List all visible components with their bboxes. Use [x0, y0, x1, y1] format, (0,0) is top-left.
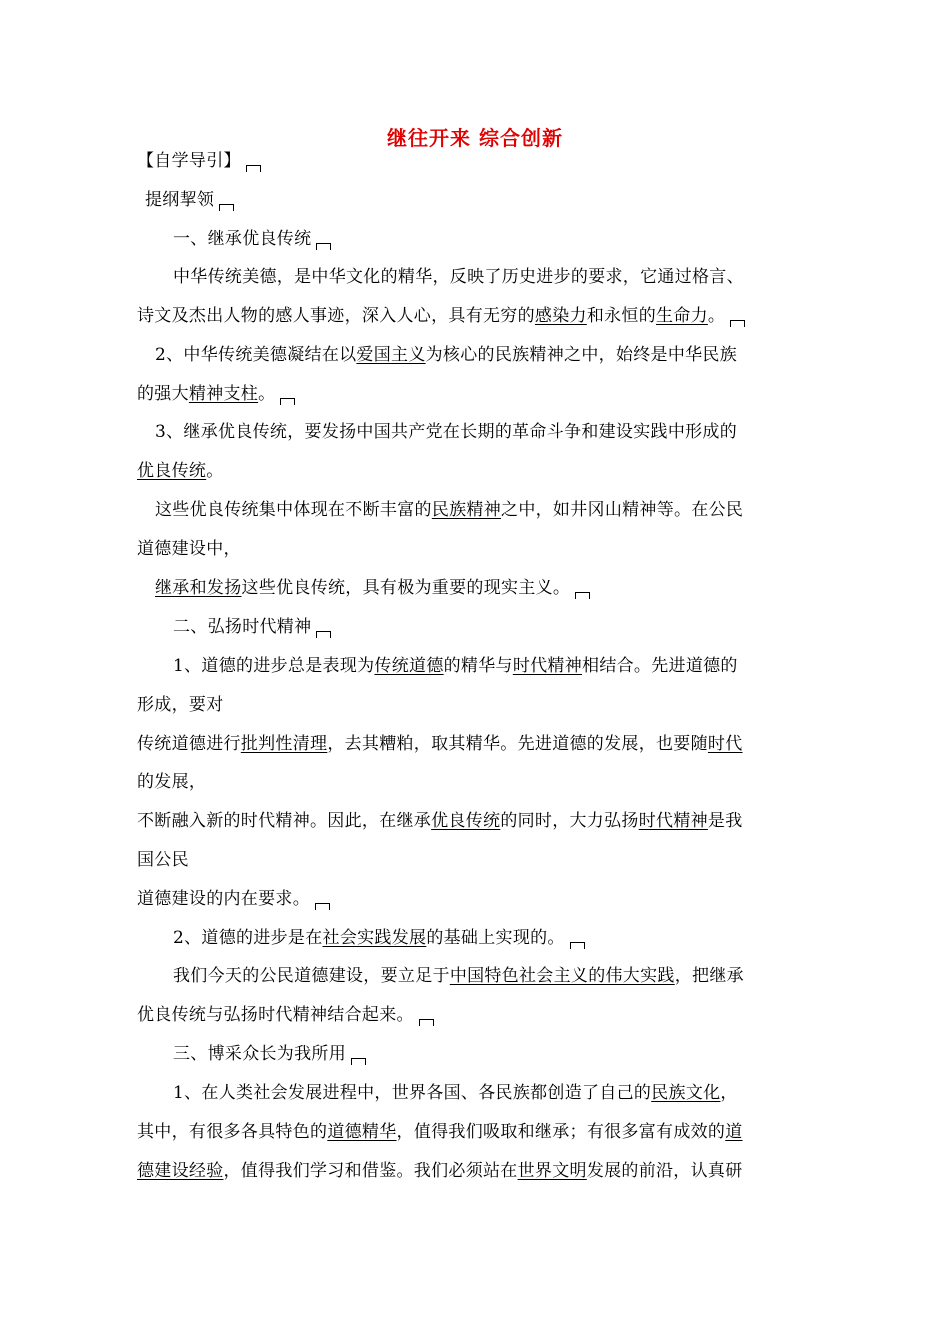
s1-p3-line2: 优良传统。 [137, 461, 224, 481]
s1-p2-line2: 的强大精神支柱。 [137, 383, 827, 405]
blank-answer: 世界文明 [517, 1161, 587, 1181]
section-header: 【自学导引】 [137, 150, 827, 172]
s2-p2: 2、道德的进步是在社会实践发展的基础上实现的。 [173, 927, 863, 949]
blank-answer: 时代精神 [512, 656, 583, 676]
blank-answer: 优良传统 [137, 461, 207, 481]
blank-answer: 批判性清理 [240, 734, 328, 754]
blank-answer: 优良传统 [431, 811, 501, 831]
blank-answer: 继承和发扬 [155, 578, 242, 598]
s2-p3-line1: 我们今天的公民道德建设，要立足于中国特色社会主义的伟大实践，把继承 [173, 966, 744, 986]
blank-answer: 道德精华 [327, 1122, 397, 1142]
paragraph-mark-icon [570, 942, 585, 949]
blank-answer: 生命力 [656, 306, 708, 326]
s1-p4-line3: 继承和发扬这些优良传统，具有极为重要的现实主义。 [155, 577, 845, 599]
s2-p1-line5: 不断融入新的时代精神。因此，在继承优良传统的同时，大力弘扬时代精神是我 [137, 811, 743, 831]
s1-p1-line1: 中华传统美德，是中华文化的精华，反映了历史进步的要求，它通过格言、 [173, 267, 744, 287]
paragraph-mark-icon [730, 320, 745, 327]
s2-p1-line4: 的发展， [137, 772, 207, 792]
blank-answer: 时代精神 [638, 811, 708, 831]
section-3-heading: 三、博采众长为我所用 [173, 1043, 863, 1065]
s2-p1-line6: 国公民 [137, 850, 189, 870]
paragraph-mark-icon [315, 903, 330, 910]
s2-p1-line2: 形成，要对 [137, 695, 224, 715]
blank-answer: 道 [725, 1122, 743, 1142]
s1-p4-line1: 这些优良传统集中体现在不断丰富的民族精神之中，如井冈山精神等。在公民 [155, 500, 744, 520]
blank-answer: 民族精神 [431, 500, 502, 520]
blank-answer: 精神支柱 [188, 384, 259, 404]
outline-label: 提纲挈领 [145, 189, 835, 211]
s3-p1-line1: 1、在人类社会发展进程中，世界各国、各民族都创造了自己的民族文化， [173, 1083, 738, 1103]
s1-p3-line1: 3、继承优良传统，要发扬中国共产党在长期的革命斗争和建设实践中形成的 [155, 422, 738, 442]
blank-answer: 民族文化 [651, 1083, 721, 1103]
s3-p1-line2: 其中，有很多各具特色的道德精华，值得我们吸取和继承；有很多富有成效的道 [137, 1122, 743, 1142]
paragraph-mark-icon [246, 165, 261, 172]
s1-p4-line2: 道德建设中， [137, 539, 241, 559]
blank-answer: 中国特色社会主义的伟大实践 [449, 966, 675, 986]
s3-p1-line3: 德建设经验，值得我们学习和借鉴。我们必须站在世界文明发展的前沿，认真研 [137, 1161, 743, 1181]
blank-answer: 爱国主义 [356, 345, 426, 365]
paragraph-mark-icon [280, 398, 295, 405]
paragraph-mark-icon [419, 1019, 434, 1026]
paragraph-mark-icon [316, 631, 331, 638]
blank-answer: 时代 [707, 734, 743, 754]
paragraph-mark-icon [575, 592, 590, 599]
paragraph-mark-icon [351, 1058, 366, 1065]
blank-answer: 感染力 [534, 306, 587, 326]
blank-answer: 德建设经验 [137, 1161, 224, 1181]
s1-p1-line2: 诗文及杰出人物的感人事迹，深入人心，具有无穷的感染力和永恒的生命力。 [137, 305, 827, 327]
document-title: 继往开来 综合创新 [387, 126, 563, 150]
s1-p2-line1: 2、中华传统美德凝结在以爱国主义为核心的民族精神之中，始终是中华民族 [155, 345, 738, 365]
paragraph-mark-icon [219, 204, 234, 211]
blank-answer: 传统道德 [374, 656, 444, 676]
s2-p1-line3: 传统道德进行批判性清理，去其糟粕，取其精华。先进道德的发展，也要随时代 [137, 734, 743, 754]
blank-answer: 社会实践发展 [322, 928, 427, 948]
section-2-heading: 二、弘扬时代精神 [173, 616, 863, 638]
s2-p3-line2: 优良传统与弘扬时代精神结合起来。 [137, 1004, 827, 1026]
s2-p1-line7: 道德建设的内在要求。 [137, 888, 827, 910]
s2-p1-line1: 1、道德的进步总是表现为传统道德的精华与时代精神相结合。先进道德的 [173, 656, 738, 676]
section-1-heading: 一、继承优良传统 [173, 228, 863, 250]
paragraph-mark-icon [316, 243, 331, 250]
